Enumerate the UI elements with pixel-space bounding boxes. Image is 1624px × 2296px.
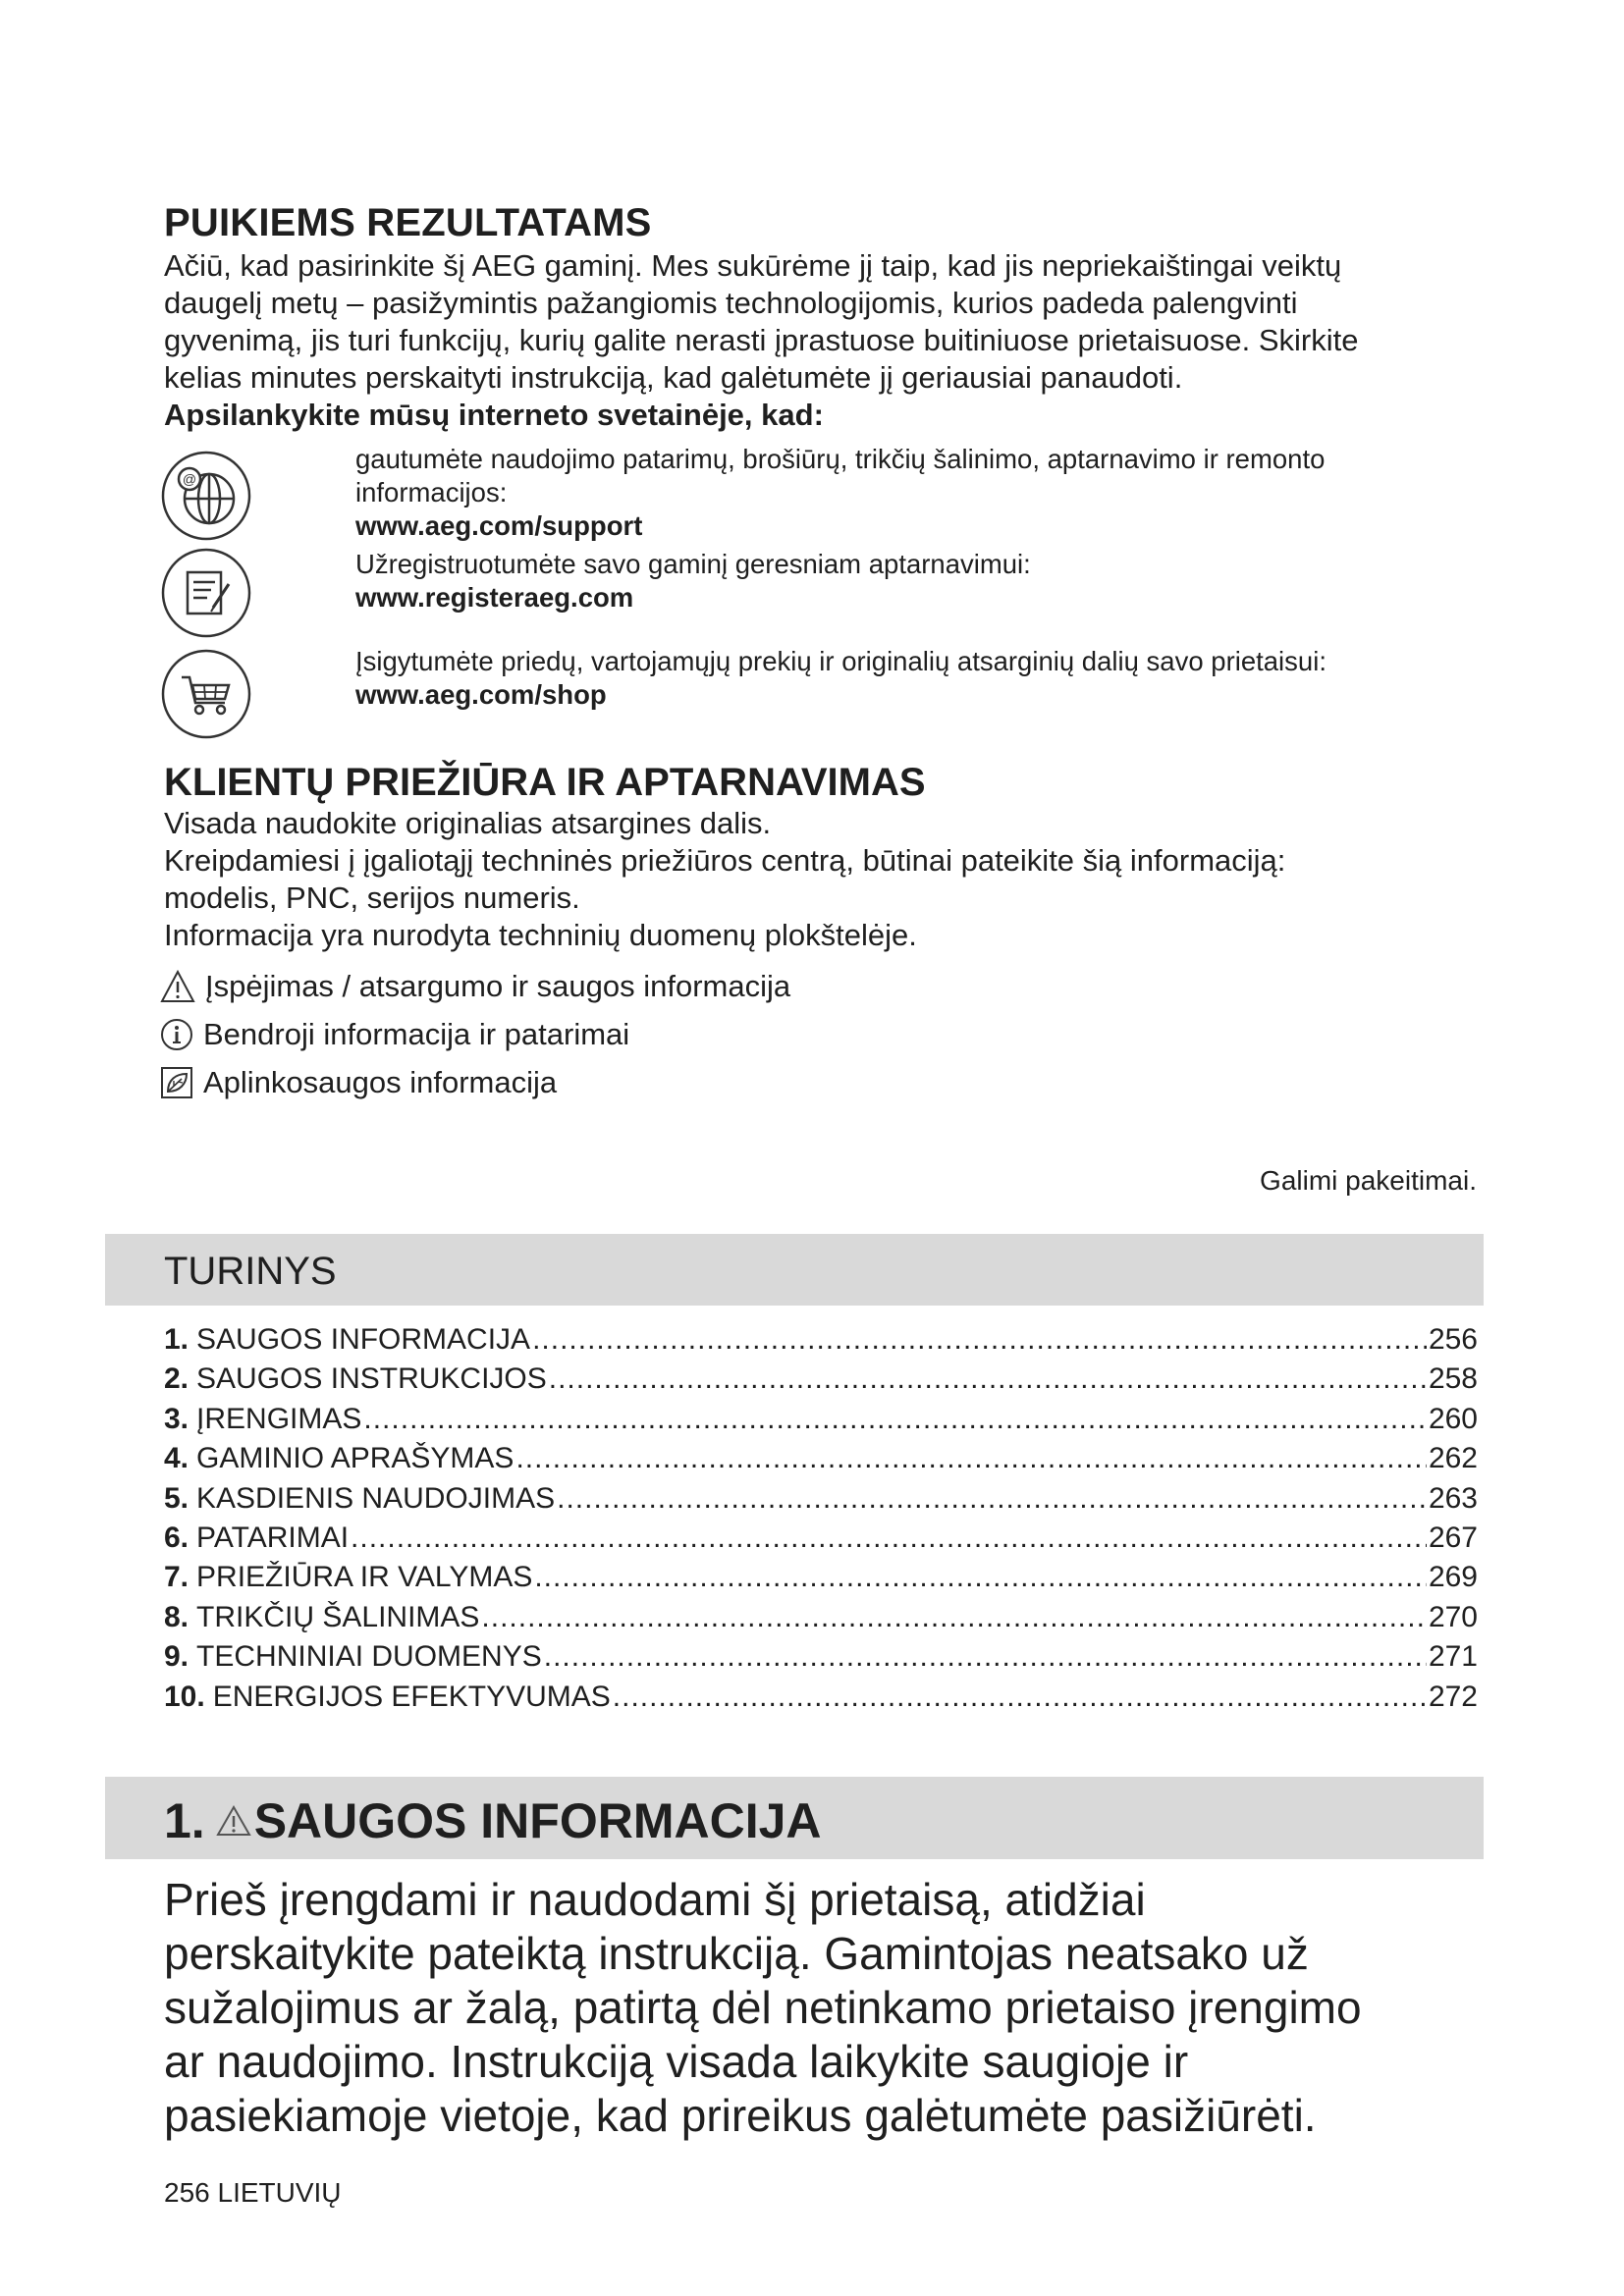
leaf-icon [160, 1066, 193, 1099]
section-number: 1. [164, 1793, 205, 1848]
toc-item-number: 2. [164, 1362, 189, 1396]
toc-item[interactable] [164, 1601, 1478, 1640]
toc-leader-dots [515, 1442, 1426, 1475]
legend-warning [160, 967, 790, 1006]
toc-item-number: 6. [164, 1521, 189, 1554]
toc-item[interactable] [164, 1640, 1478, 1680]
toc-item-number: 8. [164, 1600, 189, 1633]
client-line: Kreipdamiesi į įgaliotąjį techninės priežiūros centrą, būtinai pateikite šią informaciją: [164, 843, 1286, 878]
toc-item-page: 270 [1428, 1600, 1478, 1633]
toc-item-page: 258 [1428, 1362, 1478, 1396]
shop-link[interactable]: www.aeg.com/shop [355, 679, 607, 710]
toc-item-label: PATARIMAI [196, 1521, 350, 1554]
toc-leader-dots [557, 1482, 1427, 1516]
intro-heading: PUIKIEMS REZULTATAMS [164, 201, 652, 244]
intro-line: kelias minutes perskaityti instrukciją, kad galėtumėte jį geriausiai panaudoti. [164, 360, 1183, 395]
client-block [164, 805, 1480, 954]
toc-item-label: GAMINIO APRAŠYMAS [196, 1442, 514, 1475]
service-support [355, 443, 1465, 543]
section-title-text: SAUGOS INFORMACIJA [253, 1793, 822, 1848]
toc-item-label: TRIKČIŲ ŠALINIMAS [196, 1600, 480, 1633]
svg-text:@: @ [182, 471, 197, 487]
toc-item-page: 272 [1428, 1680, 1478, 1713]
client-heading: KLIENTŲ PRIEŽIŪRA IR APTARNAVIMAS [164, 761, 926, 804]
warning-icon [215, 1804, 252, 1838]
service-text-line: Įsigytumėte priedų, vartojamųjų prekių ir originalių atsarginių dalių savo prietaisui: [355, 646, 1326, 676]
table-of-contents [164, 1323, 1478, 1720]
warning-icon [160, 970, 195, 1003]
toc-leader-dots [534, 1561, 1427, 1594]
toc-item[interactable] [164, 1403, 1478, 1442]
intro-line: gyvenimą, jis turi funkcijų, kurių galite nerasti įprastuose buitiniuose prietaisuose. Skirkite [164, 323, 1359, 357]
service-register [355, 548, 1465, 614]
intro-line: Ačiū, kad pasirinkite šį AEG gaminį. Mes sukūrėme jį taip, kad jis nepriekaištingai veiktų [164, 248, 1342, 283]
toc-header-bar [105, 1234, 1484, 1306]
toc-item-number: 3. [164, 1402, 189, 1435]
toc-item-number: 4. [164, 1442, 189, 1475]
toc-item-page: 263 [1428, 1481, 1478, 1515]
legend-label: Aplinkosaugos informacija [203, 1065, 558, 1099]
service-shop [355, 645, 1465, 712]
toc-item-label: TECHNINIAI DUOMENYS [196, 1640, 542, 1674]
globe-icon [160, 450, 252, 542]
toc-leader-dots [544, 1640, 1427, 1674]
support-link[interactable]: www.aeg.com/support [355, 510, 643, 541]
section-intro-text [164, 1873, 1499, 2143]
toc-item-label: ĮRENGIMAS [196, 1402, 362, 1435]
visit-label: Apsilankykite mūsų interneto svetainėje, kad: [164, 398, 824, 432]
register-link[interactable]: www.registeraeg.com [355, 582, 634, 613]
section-intro-line: perskaitykite pateiktą instrukciją. Gamintojas neatsako už [164, 1928, 1309, 1979]
toc-item[interactable] [164, 1482, 1478, 1522]
toc-item-page: 269 [1428, 1561, 1478, 1594]
toc-item[interactable] [164, 1362, 1478, 1402]
toc-item-number: 9. [164, 1640, 189, 1674]
section-intro-line: ar naudojimo. Instrukciją visada laikykite saugioje ir [164, 2036, 1189, 2087]
changes-note: Galimi pakeitimai. [1260, 1165, 1477, 1196]
toc-item[interactable] [164, 1442, 1478, 1481]
toc-item-label: SAUGOS INFORMACIJA [196, 1323, 531, 1356]
toc-item[interactable] [164, 1323, 1478, 1362]
toc-item-label: PRIEŽIŪRA IR VALYMAS [196, 1561, 533, 1594]
legend-label: Bendroji informacija ir patarimai [203, 1017, 630, 1051]
toc-item-page: 271 [1428, 1640, 1478, 1674]
legend-environment [160, 1063, 557, 1102]
client-line: Informacija yra nurodyta techninių duomenų plokštelėje. [164, 918, 917, 952]
section-intro-line: Prieš įrengdami ir naudodami šį prietaisą, atidžiai [164, 1874, 1146, 1925]
page-footer [164, 2177, 342, 2209]
toc-item[interactable] [164, 1681, 1478, 1720]
toc-item-label: KASDIENIS NAUDOJIMAS [196, 1481, 556, 1515]
toc-leader-dots [613, 1681, 1427, 1714]
legend-info [160, 1015, 629, 1054]
toc-item-page: 262 [1428, 1442, 1478, 1475]
toc-item-label: SAUGOS INSTRUKCIJOS [196, 1362, 547, 1396]
toc-item-number: 5. [164, 1481, 189, 1515]
intro-line: daugelį metų – pasižymintis pažangiomis technologijomis, kurios padeda palengvinti [164, 286, 1298, 320]
toc-leader-dots [532, 1323, 1427, 1357]
toc-item-label: ENERGIJOS EFEKTYVUMAS [212, 1680, 611, 1713]
toc-item-number: 10. [164, 1680, 205, 1713]
client-line: modelis, PNC, serijos numeris. [164, 881, 580, 915]
service-text-line: informacijos: [355, 477, 508, 507]
section-intro-line: sužalojimus ar žalą, patirtą dėl netinkamo prietaiso įrengimo [164, 1982, 1362, 2033]
client-line: Visada naudokite originalias atsargines dalis. [164, 806, 772, 840]
toc-item-page: 256 [1428, 1323, 1478, 1356]
shopping-cart-icon [160, 648, 252, 740]
toc-leader-dots [351, 1522, 1427, 1555]
intro-block [164, 247, 1480, 434]
toc-item[interactable] [164, 1561, 1478, 1600]
toc-item-page: 260 [1428, 1402, 1478, 1435]
toc-item-number: 7. [164, 1561, 189, 1594]
section-intro-line: pasiekiamoje vietoje, kad prireikus galėtumėte pasižiūrėti. [164, 2090, 1317, 2141]
toc-item-page: 267 [1428, 1521, 1478, 1554]
toc-title: TURINYS [164, 1250, 337, 1293]
toc-leader-dots [549, 1362, 1427, 1396]
toc-item[interactable] [164, 1522, 1478, 1561]
section-header-bar [105, 1777, 1484, 1859]
legend-label: Įspėjimas / atsargumo ir saugos informacija [205, 969, 791, 1003]
footer-language: LIETUVIŲ [217, 2177, 342, 2208]
toc-leader-dots [363, 1403, 1427, 1436]
register-icon [160, 547, 252, 639]
toc-item-number: 1. [164, 1323, 189, 1356]
page-number: 256 [164, 2177, 210, 2208]
section-title [164, 1792, 822, 1849]
service-text-line: gautumėte naudojimo patarimų, brošiūrų, trikčių šalinimo, aptarnavimo ir remonto [355, 444, 1326, 474]
toc-leader-dots [481, 1601, 1427, 1634]
service-text-line: Užregistruotumėte savo gaminį geresniam aptarnavimui: [355, 549, 1031, 579]
info-icon [160, 1018, 193, 1051]
